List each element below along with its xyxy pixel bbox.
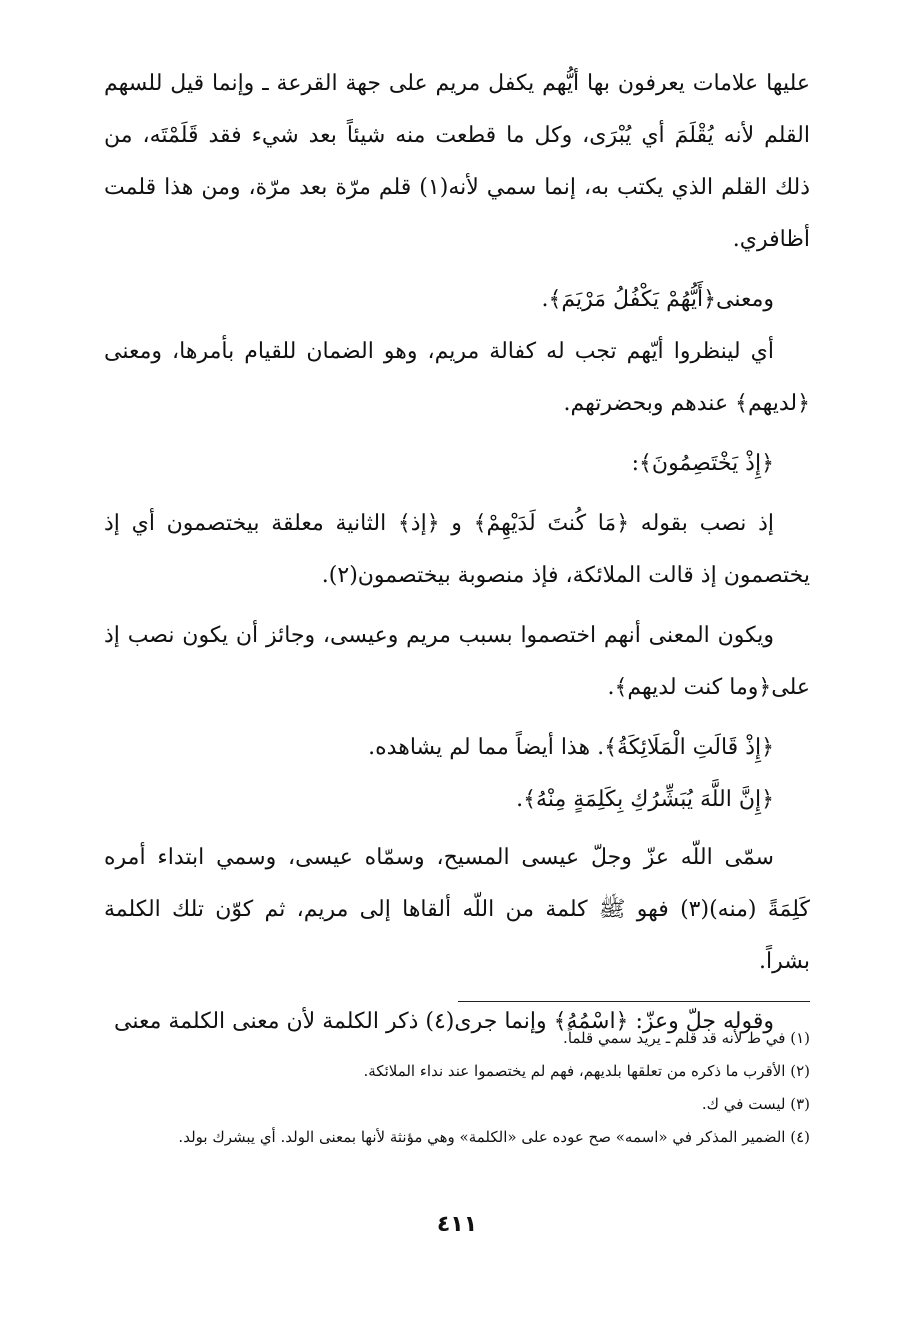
paragraph: عليها علامات يعرفون بها أيُّهم يكفل مريم على جهة القرعة ـ وإنما قيل للسهم القلم لأنه يُقْلَمَ أي يُبْرَى، وكل ما قطعت منه شيئاً بعد شيء فقد قَلَمْتَه، من ذلك القلم الذي يكتب به، إنما سمي لأنه(١) قلم مرّة بعد مرّة، ومن هذا قلمت أظافري. [104, 71, 810, 252]
footnote: (٢) الأقرب ما ذكره من تعلقها بلديهم، فهم لم يختصموا عند نداء الملائكة. [363, 1062, 810, 1080]
page-number: ٤١١ [436, 1212, 478, 1237]
paragraph: ومعنى﴿أَيُّهُمْ يَكْفُلُ مَرْيَمَ﴾. [541, 287, 774, 312]
paragraph: ﴿إِذْ قَالَتِ الْمَلَائِكَةُ﴾. هذا أيضاً مما لم يشاهده. [368, 735, 774, 760]
paragraph: إذ نصب بقوله ﴿مَا كُنتَ لَدَيْهِمْ﴾ و ﴿إذ﴾ الثانية معلقة بيختصمون أي إذ يختصمون إذ قالت الملائكة، فإذ منصوبة بيختصمون(٢). [104, 511, 810, 588]
footnote: (٤) الضمير المذكر في «اسمه» صح عوده على «الكلمة» وهي مؤنثة لأنها بمعنى الولد. أي يبشرك بولد. [178, 1128, 810, 1146]
footnote: (٣) ليست في ك. [701, 1095, 810, 1113]
footnotes [90, 1022, 810, 1154]
paragraph: ﴿إِنَّ اللَّهَ يُبَشِّرُكِ بِكَلِمَةٍ مِنْهُ﴾. [516, 787, 774, 812]
paragraph: أي لينظروا أيّهم تجب له كفالة مريم، وهو الضمان للقيام بأمرها، ومعنى ﴿لديهم﴾ عندهم وبحضرتهم. [104, 339, 810, 416]
paragraph: وقوله جلّ وعزّ: ﴿اسْمُهُ﴾ وإنما جرى(٤) ذكر الكلمة لأن معنى الكلمة معنى [114, 1009, 774, 1034]
footnote-divider [458, 1001, 810, 1002]
footnote: (١) في ط لأنه قد قلم ـ يريد سمي قلماً. [563, 1029, 810, 1047]
paragraph: سمّى اللّه عزّ وجلّ عيسى المسيح، وسمّاه عيسى، وسمي ابتداء أمره كَلِمَةً (منه)(٣) فهو ﷺ كلمة من اللّه ألقاها إلى مريم، ثم كوّن تلك الكلمة بشراً. [104, 845, 811, 974]
paragraph: ﴿إِذْ يَخْتَصِمُونَ﴾: [631, 451, 774, 476]
paragraph: ويكون المعنى أنهم اختصموا بسبب مريم وعيسى، وجائز أن يكون نصب إذ على﴿وما كنت لديهم﴾. [104, 623, 810, 700]
main-text [104, 58, 810, 1048]
